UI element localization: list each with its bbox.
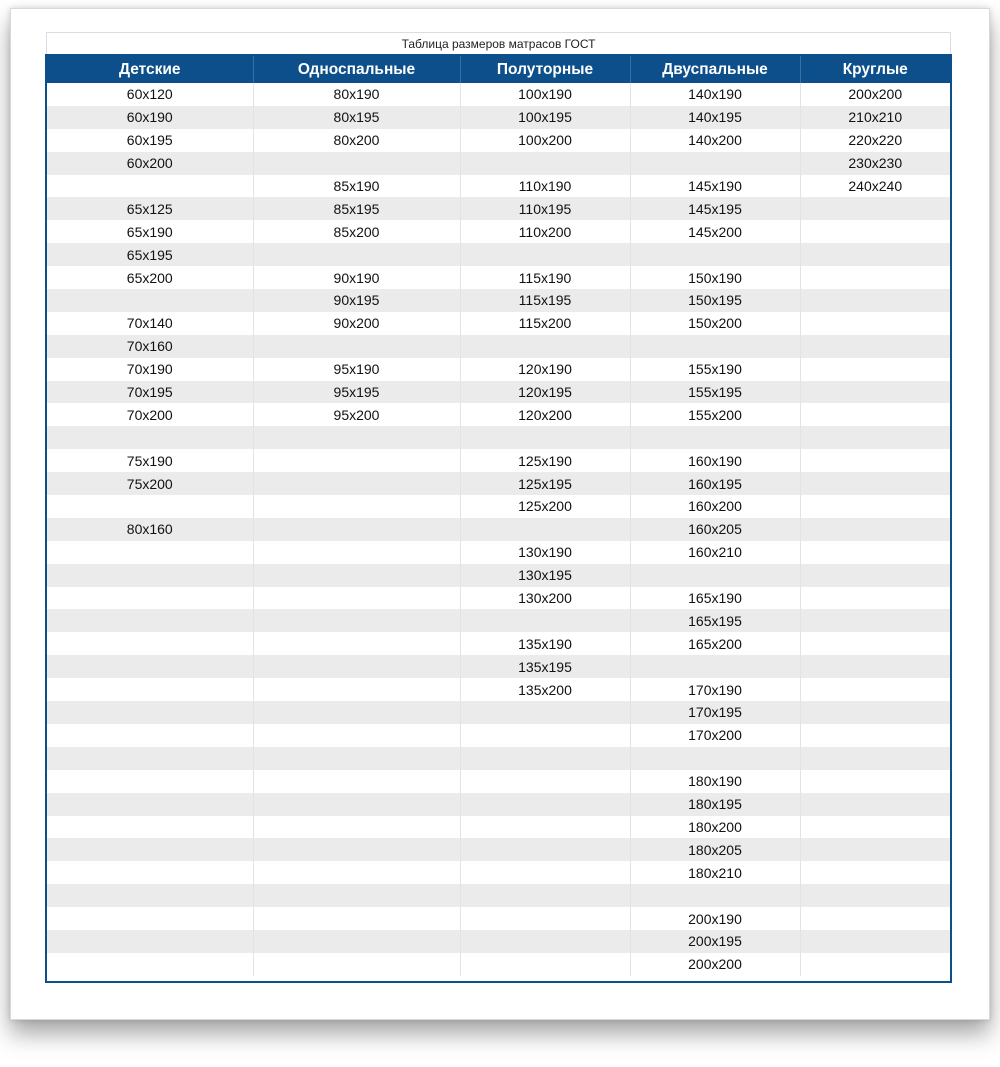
table-cell: 150x200: [630, 312, 800, 335]
table-cell: [800, 312, 950, 335]
table-cell: [47, 587, 253, 610]
table-cell: [800, 884, 950, 907]
table-cell: [630, 152, 800, 175]
table-row: [47, 335, 950, 358]
table-caption: Таблица размеров матрасов ГОСТ: [46, 32, 951, 54]
table-row: [47, 541, 950, 564]
table-row: [47, 884, 950, 907]
table-body: [47, 83, 950, 976]
table-cell: [47, 907, 253, 930]
table-cell: [253, 770, 460, 793]
table-cell: 160x210: [630, 541, 800, 564]
table-cell: [800, 564, 950, 587]
table-cell: 60x200: [47, 152, 253, 175]
table-cell: [800, 289, 950, 312]
table-cell: 100x195: [460, 106, 630, 129]
table-cell: 180x210: [630, 861, 800, 884]
table-cell: 95x195: [253, 381, 460, 404]
table-row: [47, 472, 950, 495]
table-row: [47, 495, 950, 518]
table-cell: 60x120: [47, 83, 253, 106]
table-cell: 80x190: [253, 83, 460, 106]
table-cell: [253, 953, 460, 976]
table-cell: 165x200: [630, 632, 800, 655]
table-cell: [47, 793, 253, 816]
table-cell: [47, 747, 253, 770]
table-cell: 65x125: [47, 197, 253, 220]
table-cell: [460, 701, 630, 724]
table-cell: 110x200: [460, 220, 630, 243]
table-cell: 65x195: [47, 243, 253, 266]
table-cell: 145x195: [630, 197, 800, 220]
table-cell: [630, 564, 800, 587]
table-cell: 155x195: [630, 381, 800, 404]
header-row: [47, 56, 950, 83]
table-cell: 80x195: [253, 106, 460, 129]
table-cell: 140x190: [630, 83, 800, 106]
table-row: [47, 358, 950, 381]
table-cell: 115x190: [460, 266, 630, 289]
table-cell: 200x200: [630, 953, 800, 976]
table-cell: 160x200: [630, 495, 800, 518]
table-cell: [460, 884, 630, 907]
table-row: [47, 701, 950, 724]
table-row: [47, 381, 950, 404]
table-cell: [253, 335, 460, 358]
table-cell: 125x200: [460, 495, 630, 518]
table-cell: 200x200: [800, 83, 950, 106]
table-cell: [800, 609, 950, 632]
table-row: [47, 312, 950, 335]
table-cell: [253, 541, 460, 564]
table-cell: [253, 678, 460, 701]
table-cell: [800, 518, 950, 541]
table-cell: [47, 289, 253, 312]
table-cell: [630, 335, 800, 358]
table-cell: [47, 495, 253, 518]
table-cell: [47, 816, 253, 839]
header-kids: Детские: [47, 56, 253, 83]
table-row: [47, 587, 950, 610]
table-cell: [800, 220, 950, 243]
table-cell: 160x190: [630, 449, 800, 472]
table-cell: [800, 770, 950, 793]
table-cell: [800, 907, 950, 930]
table-cell: 90x195: [253, 289, 460, 312]
table-row: [47, 609, 950, 632]
table-cell: [800, 426, 950, 449]
table-row: [47, 129, 950, 152]
table-cell: [800, 335, 950, 358]
table-cell: [47, 175, 253, 198]
table-cell: [253, 724, 460, 747]
table-cell: 70x160: [47, 335, 253, 358]
table-cell: 75x190: [47, 449, 253, 472]
table-cell: [253, 495, 460, 518]
table-row: [47, 449, 950, 472]
table-cell: 220x220: [800, 129, 950, 152]
table-cell: [253, 816, 460, 839]
table-cell: 200x195: [630, 930, 800, 953]
table-cell: 180x190: [630, 770, 800, 793]
table-cell: [460, 152, 630, 175]
table-cell: 150x190: [630, 266, 800, 289]
table-cell: [630, 884, 800, 907]
table-cell: [800, 243, 950, 266]
table-cell: 115x195: [460, 289, 630, 312]
table-cell: [800, 816, 950, 839]
table-cell: 135x190: [460, 632, 630, 655]
table-cell: 85x195: [253, 197, 460, 220]
table-cell: 155x200: [630, 403, 800, 426]
table-cell: [800, 587, 950, 610]
table-row: [47, 838, 950, 861]
table-cell: [47, 884, 253, 907]
mattress-size-table: [45, 54, 952, 983]
table-cell: [460, 930, 630, 953]
table-cell: 115x200: [460, 312, 630, 335]
table-cell: 140x195: [630, 106, 800, 129]
table-cell: [253, 243, 460, 266]
table-cell: [47, 609, 253, 632]
table-cell: [460, 747, 630, 770]
table-cell: [47, 838, 253, 861]
table-cell: 140x200: [630, 129, 800, 152]
table-cell: 65x200: [47, 266, 253, 289]
table-row: [47, 518, 950, 541]
table-cell: [800, 381, 950, 404]
table-cell: [800, 838, 950, 861]
table-cell: [800, 358, 950, 381]
table-row: [47, 632, 950, 655]
header-round: Круглые: [800, 56, 950, 83]
header-one-and-half: Полуторные: [460, 56, 630, 83]
table-row: [47, 816, 950, 839]
table-cell: 155x190: [630, 358, 800, 381]
table-row: [47, 861, 950, 884]
table-cell: [47, 541, 253, 564]
table-cell: [630, 747, 800, 770]
table-cell: [253, 449, 460, 472]
table-cell: [800, 495, 950, 518]
table-cell: 75x200: [47, 472, 253, 495]
table-cell: 130x190: [460, 541, 630, 564]
table-cell: [800, 266, 950, 289]
table-cell: [253, 152, 460, 175]
table-cell: 70x200: [47, 403, 253, 426]
table-cell: 70x140: [47, 312, 253, 335]
table-cell: [47, 953, 253, 976]
table-cell: 85x190: [253, 175, 460, 198]
table-cell: [800, 724, 950, 747]
table-cell: 125x195: [460, 472, 630, 495]
table-cell: 180x205: [630, 838, 800, 861]
table-cell: 145x200: [630, 220, 800, 243]
table-row: [47, 770, 950, 793]
table-cell: 160x205: [630, 518, 800, 541]
table-row: [47, 197, 950, 220]
table-cell: 230x230: [800, 152, 950, 175]
table-cell: [460, 793, 630, 816]
table-cell: 95x200: [253, 403, 460, 426]
table-row: [47, 403, 950, 426]
table-cell: [253, 518, 460, 541]
table-cell: [800, 793, 950, 816]
table-cell: [253, 609, 460, 632]
table-cell: 125x190: [460, 449, 630, 472]
table-row: [47, 793, 950, 816]
table-cell: [460, 838, 630, 861]
table-cell: [800, 953, 950, 976]
table-cell: [253, 701, 460, 724]
table-cell: [800, 655, 950, 678]
table-cell: 240x240: [800, 175, 950, 198]
table-cell: [630, 655, 800, 678]
table-cell: [253, 564, 460, 587]
table-cell: [253, 930, 460, 953]
table-cell: 60x190: [47, 106, 253, 129]
table-cell: 100x190: [460, 83, 630, 106]
table-cell: [47, 930, 253, 953]
table-cell: [800, 197, 950, 220]
table-cell: [800, 930, 950, 953]
table-cell: [630, 243, 800, 266]
table-row: [47, 289, 950, 312]
table-cell: [460, 907, 630, 930]
table-row: [47, 655, 950, 678]
table-row: [47, 106, 950, 129]
table-cell: [630, 426, 800, 449]
table-cell: 80x160: [47, 518, 253, 541]
table-cell: 130x200: [460, 587, 630, 610]
table-cell: [47, 701, 253, 724]
table-cell: [253, 426, 460, 449]
table-cell: [800, 632, 950, 655]
table-cell: [460, 609, 630, 632]
table-cell: [253, 587, 460, 610]
table-cell: [47, 724, 253, 747]
table-row: [47, 83, 950, 106]
table-cell: [253, 884, 460, 907]
table-row: [47, 266, 950, 289]
table-cell: [460, 770, 630, 793]
table-cell: 165x195: [630, 609, 800, 632]
table-cell: [800, 747, 950, 770]
table-cell: 170x195: [630, 701, 800, 724]
table-row: [47, 747, 950, 770]
table-cell: [253, 907, 460, 930]
table-cell: [460, 243, 630, 266]
table-row: [47, 930, 950, 953]
table-cell: 150x195: [630, 289, 800, 312]
table-cell: 145x190: [630, 175, 800, 198]
header-double: Двуспальные: [630, 56, 800, 83]
table-cell: 90x200: [253, 312, 460, 335]
table-cell: [253, 838, 460, 861]
table-cell: [460, 335, 630, 358]
table-cell: [460, 426, 630, 449]
table-row: [47, 678, 950, 701]
table-cell: 165x190: [630, 587, 800, 610]
table-cell: [47, 426, 253, 449]
table-cell: 180x200: [630, 816, 800, 839]
table-cell: [460, 953, 630, 976]
table-cell: [460, 816, 630, 839]
table-cell: [800, 678, 950, 701]
size-table: [47, 56, 950, 976]
table-cell: 160x195: [630, 472, 800, 495]
table-cell: 70x190: [47, 358, 253, 381]
table-cell: [47, 564, 253, 587]
table-cell: [460, 518, 630, 541]
table-cell: [800, 449, 950, 472]
table-cell: 135x195: [460, 655, 630, 678]
table-cell: 120x195: [460, 381, 630, 404]
table-row: [47, 907, 950, 930]
table-row: [47, 564, 950, 587]
table-cell: 80x200: [253, 129, 460, 152]
table-cell: 110x195: [460, 197, 630, 220]
table-cell: [47, 655, 253, 678]
table-cell: 170x200: [630, 724, 800, 747]
table-cell: [253, 747, 460, 770]
table-cell: [800, 472, 950, 495]
table-cell: 100x200: [460, 129, 630, 152]
table-cell: 60x195: [47, 129, 253, 152]
table-row: [47, 152, 950, 175]
table-cell: 170x190: [630, 678, 800, 701]
table-cell: 70x195: [47, 381, 253, 404]
table-row: [47, 243, 950, 266]
table-cell: [253, 793, 460, 816]
table-cell: [253, 861, 460, 884]
table-cell: [253, 632, 460, 655]
table-cell: 180x195: [630, 793, 800, 816]
table-cell: [253, 655, 460, 678]
table-cell: [800, 861, 950, 884]
table-cell: 85x200: [253, 220, 460, 243]
table-cell: 135x200: [460, 678, 630, 701]
table-row: [47, 220, 950, 243]
table-cell: [800, 701, 950, 724]
table-cell: [47, 678, 253, 701]
table-row: [47, 953, 950, 976]
header-single: Односпальные: [253, 56, 460, 83]
table-cell: [47, 861, 253, 884]
table-row: [47, 724, 950, 747]
table-cell: [460, 724, 630, 747]
table-cell: 65x190: [47, 220, 253, 243]
table-cell: 210x210: [800, 106, 950, 129]
table-cell: [460, 861, 630, 884]
table-cell: [800, 403, 950, 426]
table-cell: 95x190: [253, 358, 460, 381]
table-cell: [800, 541, 950, 564]
table-cell: 120x200: [460, 403, 630, 426]
table-cell: 90x190: [253, 266, 460, 289]
table-row: [47, 426, 950, 449]
table-cell: 200x190: [630, 907, 800, 930]
table-cell: 130x195: [460, 564, 630, 587]
table-cell: 110x190: [460, 175, 630, 198]
table-row: [47, 175, 950, 198]
table-cell: 120x190: [460, 358, 630, 381]
table-cell: [47, 632, 253, 655]
table-cell: [253, 472, 460, 495]
table-cell: [47, 770, 253, 793]
